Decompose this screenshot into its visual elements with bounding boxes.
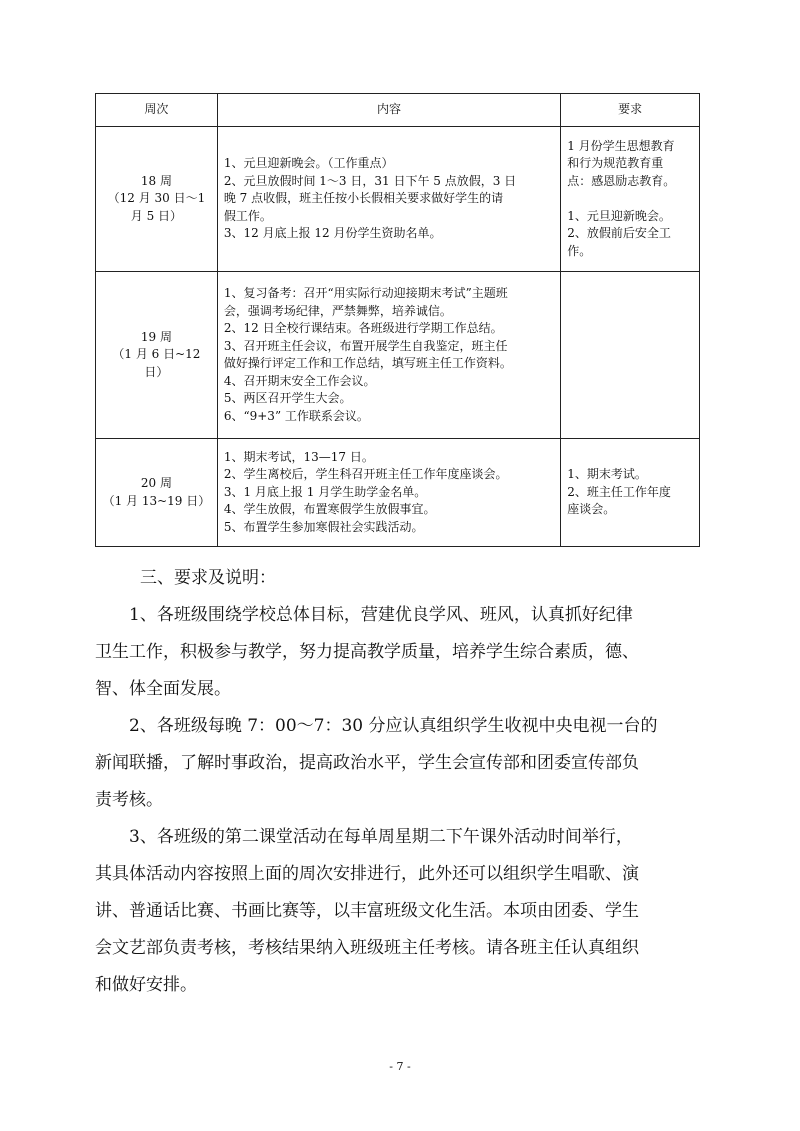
paragraph-line: 其具体活动内容按照上面的周次安排进行，此外还可以组织学生唱歌、演	[95, 864, 639, 884]
header-week: 周次	[96, 94, 218, 127]
content-line: 3、12 月底上报 12 月份学生资助名单。	[223, 226, 442, 241]
req-line: 2、放假前后安全工	[567, 226, 671, 241]
content-line: 5、两区召开学生大会。	[223, 391, 352, 405]
paragraph-line: 1、各班级围绕学校总体目标，营建优良学风、班风，认真抓好纪律	[129, 605, 633, 625]
week-cell	[96, 272, 218, 439]
req-line: 1 月份学生思想教育	[567, 138, 675, 153]
week-cell	[96, 127, 218, 272]
req-line: 1、期末考试。	[567, 467, 647, 482]
week-line: （1 月 13~19 日）	[102, 493, 211, 508]
content-cell	[217, 127, 560, 272]
requirements-cell	[561, 127, 700, 272]
paragraph-1	[95, 597, 705, 708]
table-header-row	[96, 94, 700, 127]
table-row	[96, 127, 700, 272]
paragraph-3	[95, 819, 705, 1004]
paragraph-line: 卫生工作，积极参与教学，努力提高教学质量，培养学生综合素质，德、	[95, 642, 639, 662]
week-line: （12 月 30 日～1	[107, 191, 206, 206]
paragraph-line: 新闻联播，了解时事政治，提高政治水平，学生会宣传部和团委宣传部负	[95, 753, 639, 773]
content-line: 4、召开期末安全工作会议。	[223, 373, 376, 388]
paragraph-line: 2、各班级每晚 7：00～7：30 分应认真组织学生收视中央电视一台的	[129, 716, 658, 736]
table-row	[96, 272, 700, 439]
week-line: （1 月 6 日~12	[112, 347, 201, 362]
content-line: 3、召开班主任会议，布置开展学生自我鉴定，班主任	[223, 338, 508, 353]
req-line: 1、元旦迎新晚会。	[567, 208, 671, 223]
content-cell	[217, 272, 560, 439]
content-line: 1、复习备考：召开“用实际行动迎接期末考试”主题班	[223, 286, 508, 300]
content-line: 会，强调考场纪律，严禁舞弊，培养诚信。	[223, 303, 452, 318]
content-line: 3、1 月底上报 1 月学生助学金名单。	[223, 484, 427, 499]
week-line: 18 周	[140, 173, 172, 188]
content-cell	[217, 439, 560, 547]
req-line: 作。	[567, 243, 592, 258]
week-line: 19 周	[140, 329, 172, 344]
paragraph-line: 和做好安排。	[95, 975, 197, 995]
content-line: 做好操行评定工作和工作总结，填写班主任工作资料。	[223, 356, 512, 370]
paragraph-line: 智、体全面发展。	[95, 679, 231, 699]
req-line: 座谈会。	[567, 502, 616, 517]
content-line: 5、布置学生参加寒假社会实践活动。	[223, 519, 424, 534]
req-line: 点：感恩励志教育。	[567, 173, 676, 188]
content-line: 4、学生放假，布置寒假学生放假事宜。	[223, 502, 436, 517]
page-number: - 7 -	[389, 1060, 411, 1073]
content-line: 假工作。	[223, 208, 272, 223]
section-heading: 三、要求及说明：	[140, 568, 276, 588]
week-line: 日）	[144, 364, 169, 379]
paragraph-line: 3、各班级的第二课堂活动在每单周星期二下午课外活动时间举行，	[129, 827, 633, 847]
requirements-cell	[561, 439, 700, 547]
content-line: 晚 7 点收假，班主任按小长假相关要求做好学生的请	[223, 191, 504, 206]
content-line: 6、“9+3” 工作联系会议。	[223, 408, 369, 423]
week-cell	[96, 439, 218, 547]
req-spacer	[567, 190, 693, 208]
header-requirements: 要求	[561, 94, 700, 127]
content-line: 2、12 日全校行课结束。各班级进行学期工作总结。	[223, 321, 503, 335]
req-line: 2、班主任工作年度	[567, 484, 671, 499]
paragraph-line: 会文艺部负责考核，考核结果纳入班级班主任考核。请各班主任认真组织	[95, 938, 639, 958]
week-line: 20 周	[140, 476, 172, 490]
paragraph-2	[95, 708, 705, 819]
table-row	[96, 439, 700, 547]
content-line: 1、期末考试，13—17 日。	[223, 449, 374, 464]
req-line: 和行为规范教育重	[567, 156, 664, 171]
content-line: 1、元旦迎新晚会。（工作重点）	[223, 156, 394, 171]
week-line: 月 5 日）	[130, 208, 183, 223]
paragraph-line: 讲、普通话比赛、书画比赛等，以丰富班级文化生活。本项由团委、学生	[95, 901, 639, 921]
requirements-cell	[561, 272, 700, 439]
schedule-table	[95, 93, 700, 547]
header-content: 内容	[217, 94, 560, 127]
paragraph-line: 责考核。	[95, 790, 163, 810]
content-line: 2、学生离校后，学生科召开班主任工作年度座谈会。	[223, 467, 508, 482]
content-line: 2、元旦放假时间 1～3 日，31 日下午 5 点放假，3 日	[223, 173, 517, 188]
